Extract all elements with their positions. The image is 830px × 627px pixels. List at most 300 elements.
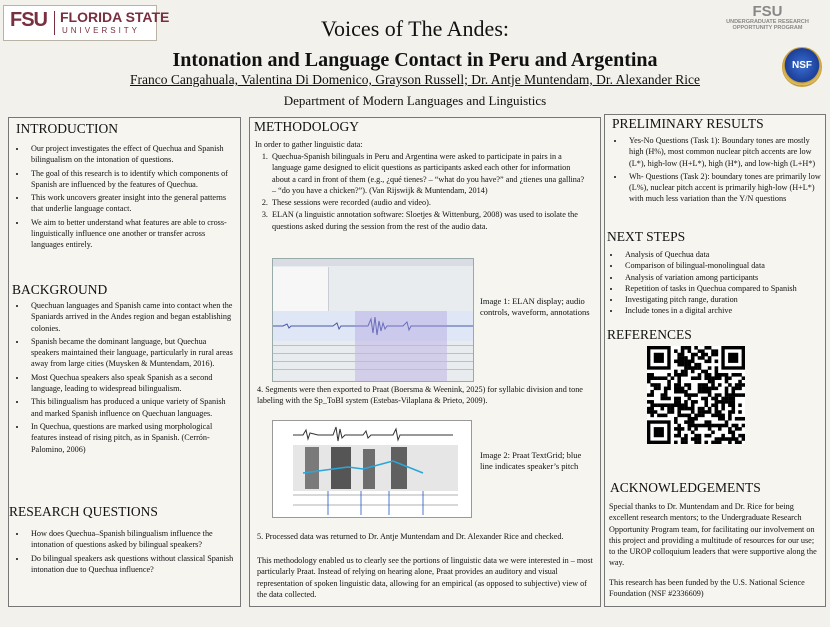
urop-logo-line1: UNDERGRADUATE RESEARCH xyxy=(726,19,809,25)
qr-module xyxy=(681,387,685,391)
qr-module xyxy=(661,403,665,407)
qr-module xyxy=(677,360,681,364)
qr-module xyxy=(742,417,745,421)
qr-module xyxy=(704,360,708,364)
qr-module xyxy=(674,403,678,407)
qr-module xyxy=(667,403,671,407)
qr-module xyxy=(711,380,715,384)
qr-module xyxy=(708,366,712,370)
next-step-bullet: • Repetition of tasks in Quechua compared to Spanish xyxy=(621,283,821,294)
qr-module xyxy=(701,414,705,418)
qr-module xyxy=(711,353,715,357)
next-steps-heading: NEXT STEPS xyxy=(607,229,686,244)
fsu-logo-name: FLORIDA STATE xyxy=(60,9,170,25)
qr-module xyxy=(691,356,695,360)
qr-module xyxy=(694,441,698,444)
qr-module xyxy=(718,437,722,441)
qr-module xyxy=(677,427,681,431)
praat-textgrid-graphic xyxy=(273,421,471,517)
qr-module xyxy=(708,420,712,424)
qr-module xyxy=(674,370,678,374)
qr-module xyxy=(704,390,708,394)
qr-module xyxy=(650,400,654,404)
qr-module xyxy=(654,376,658,380)
qr-module xyxy=(661,376,665,380)
qr-module xyxy=(688,424,692,428)
research-question-bullet: • Do bilingual speakers ask questions without classical Spanish intonation due to Quechua influence? xyxy=(27,553,235,576)
qr-module xyxy=(721,434,725,438)
next-step-bullet: • Analysis of Quechua data xyxy=(621,249,821,260)
qr-module xyxy=(684,441,688,444)
qr-module xyxy=(691,360,695,364)
next-step-bullet: • Investigating pitch range, duration xyxy=(621,294,821,305)
qr-module xyxy=(704,410,708,414)
qr-module xyxy=(688,393,692,397)
qr-module xyxy=(681,390,685,394)
qr-module xyxy=(701,410,705,414)
qr-module xyxy=(701,353,705,357)
qr-module xyxy=(738,417,742,421)
qr-module xyxy=(731,373,735,377)
qr-module xyxy=(718,410,722,414)
qr-module xyxy=(664,376,668,380)
qr-module xyxy=(718,417,722,421)
qr-module xyxy=(708,356,712,360)
qr-module xyxy=(725,437,729,441)
qr-module xyxy=(647,380,651,384)
qr-module xyxy=(698,434,702,438)
qr-module xyxy=(691,376,695,380)
qr-module xyxy=(688,360,692,364)
qr-finder-square xyxy=(654,353,664,363)
qr-module xyxy=(711,424,715,428)
qr-module xyxy=(725,390,729,394)
qr-module xyxy=(715,370,719,374)
qr-module xyxy=(677,373,681,377)
preliminary-results-list xyxy=(611,135,821,207)
qr-module xyxy=(715,437,719,441)
qr-module xyxy=(657,414,661,418)
methodology-step: 3. ELAN (a linguistic annotation software: Sloetjes & Wittenburg, 2008) was used to isolate the questions asked during the session from the rest of the audio data. xyxy=(270,209,588,232)
qr-module xyxy=(701,370,705,374)
qr-module xyxy=(674,441,678,444)
methodology-closing: This methodology enabled us to clearly see the portions of linguistic data we were interested in – most particularly Praat. Instead of relying on hearing alone, Praat provides an auditory and visual representation of spoken linguistic data, allowing for an empirical (as opposed to subjective) view of the data collected. xyxy=(257,556,593,599)
qr-module xyxy=(691,424,695,428)
urop-logo-mark: FSU xyxy=(752,3,783,20)
qr-module xyxy=(728,427,732,431)
qr-module xyxy=(647,410,651,414)
qr-module xyxy=(681,437,685,441)
qr-module xyxy=(708,410,712,414)
qr-code-graphic xyxy=(647,346,745,444)
qr-module xyxy=(735,424,739,428)
qr-module xyxy=(715,400,719,404)
qr-module xyxy=(650,390,654,394)
qr-module xyxy=(694,346,698,350)
qr-module xyxy=(664,397,668,401)
qr-module xyxy=(721,417,725,421)
qr-module xyxy=(718,373,722,377)
qr-module xyxy=(725,420,729,424)
qr-module xyxy=(691,400,695,404)
urop-logo xyxy=(720,5,815,43)
qr-module xyxy=(698,390,702,394)
qr-module xyxy=(725,376,729,380)
qr-module xyxy=(694,427,698,431)
qr-module xyxy=(691,430,695,434)
qr-module xyxy=(698,383,702,387)
qr-module xyxy=(698,366,702,370)
qr-module xyxy=(650,383,654,387)
qr-module xyxy=(674,360,678,364)
methodology-steps xyxy=(255,151,588,233)
qr-module xyxy=(708,434,712,438)
qr-module xyxy=(718,424,722,428)
poster-title-line1: Voices of The Andes: xyxy=(321,16,509,41)
qr-module xyxy=(657,383,661,387)
qr-module xyxy=(661,407,665,411)
qr-module xyxy=(735,373,739,377)
methodology-step: 1. Quechua-Spanish bilinguals in Peru and Argentina were asked to participate in pairs in a language game designed to elicit questions as participants asked each other for information about a card in front of them (e.g., ¿qué tienes? – “what do you have?” and ¿tienes una gallina? – “do you have a chicken?”). (Van Rijswijk & Muntendam, 2014) xyxy=(270,151,588,196)
qr-module xyxy=(677,363,681,367)
qr-module xyxy=(718,376,722,380)
nsf-logo xyxy=(782,47,822,87)
qr-module xyxy=(718,393,722,397)
qr-module xyxy=(715,349,719,353)
background-bullet: • Most Quechua speakers also speak Spanish as a second language, leading to widespread bilingualism. xyxy=(27,372,235,395)
qr-module xyxy=(711,387,715,391)
qr-module xyxy=(681,407,685,411)
qr-module xyxy=(674,417,678,421)
research-question-bullet: • How does Quechua–Spanish bilingualism influence the intonation of questions asked by bilingual speakers? xyxy=(27,528,235,551)
qr-module xyxy=(657,376,661,380)
qr-module xyxy=(704,387,708,391)
qr-module xyxy=(721,400,725,404)
background-bullet: • In Quechua, questions are marked using morphological features instead of rising pitch, as in Spanish. (Cerrón-Palomino, 2006) xyxy=(27,421,235,455)
qr-module xyxy=(681,353,685,357)
qr-module xyxy=(674,400,678,404)
qr-module xyxy=(684,383,688,387)
methodology-step5: 5. Processed data was returned to Dr. Antje Muntendam and Dr. Alexander Rice and checked. xyxy=(257,532,564,541)
qr-module xyxy=(661,393,665,397)
qr-module xyxy=(711,403,715,407)
elan-tier xyxy=(273,369,473,376)
qr-module xyxy=(731,430,735,434)
qr-module xyxy=(688,346,692,350)
qr-module xyxy=(698,410,702,414)
qr-module xyxy=(677,410,681,414)
qr-module xyxy=(715,397,719,401)
qr-module xyxy=(681,360,685,364)
qr-module xyxy=(677,403,681,407)
qr-module xyxy=(742,393,745,397)
qr-module xyxy=(650,403,654,407)
qr-module xyxy=(704,400,708,404)
qr-module xyxy=(698,356,702,360)
qr-module xyxy=(677,400,681,404)
qr-module xyxy=(715,410,719,414)
qr-module xyxy=(708,390,712,394)
qr-module xyxy=(725,424,729,428)
qr-module xyxy=(711,414,715,418)
qr-module xyxy=(742,383,745,387)
fsu-logo-university: UNIVERSITY xyxy=(62,26,141,35)
qr-module xyxy=(684,346,688,350)
qr-module xyxy=(721,397,725,401)
qr-module xyxy=(691,420,695,424)
qr-module xyxy=(691,437,695,441)
qr-module xyxy=(684,400,688,404)
qr-module xyxy=(701,383,705,387)
qr-module xyxy=(708,373,712,377)
qr-module xyxy=(667,410,671,414)
qr-module xyxy=(721,373,725,377)
qr-module xyxy=(694,393,698,397)
qr-module xyxy=(721,424,725,428)
qr-module xyxy=(711,441,715,444)
qr-module xyxy=(731,407,735,411)
qr-module xyxy=(667,373,671,377)
qr-module xyxy=(681,373,685,377)
qr-module xyxy=(694,363,698,367)
qr-module xyxy=(674,434,678,438)
qr-module xyxy=(667,407,671,411)
qr-module xyxy=(694,366,698,370)
poster-title-line2: Intonation and Language Contact in Peru and Argentina xyxy=(172,49,658,71)
qr-module xyxy=(684,360,688,364)
qr-module xyxy=(698,414,702,418)
qr-module xyxy=(684,407,688,411)
qr-module xyxy=(691,403,695,407)
qr-module xyxy=(688,407,692,411)
references-heading: REFERENCES xyxy=(607,327,692,342)
elan-annotation-panel xyxy=(273,267,329,311)
qr-module xyxy=(698,349,702,353)
introduction-bullet: • This work uncovers greater insight into the general patterns that underlie language contact. xyxy=(27,192,235,215)
qr-module xyxy=(715,353,719,357)
qr-module xyxy=(674,420,678,424)
qr-module xyxy=(677,414,681,418)
background-bullet: • Quechuan languages and Spanish came into contact when the Spaniards arrived in the Andes region and began establishing colonies. xyxy=(27,300,235,334)
next-step-bullet: • Include tones in a digital archive xyxy=(621,305,821,316)
qr-module xyxy=(681,403,685,407)
praat-textgrid-image xyxy=(272,420,472,518)
qr-module xyxy=(691,366,695,370)
qr-module xyxy=(708,424,712,428)
background-bullet: • This bilingualism has produced a unique variety of Spanish and marked Spanish influence on Quechuan languages. xyxy=(27,396,235,419)
qr-module xyxy=(681,414,685,418)
qr-module xyxy=(674,390,678,394)
qr-module xyxy=(715,393,719,397)
qr-module xyxy=(708,346,712,350)
qr-module xyxy=(691,353,695,357)
qr-module xyxy=(728,383,732,387)
qr-module xyxy=(694,353,698,357)
qr-module xyxy=(738,427,742,431)
preliminary-result-bullet: • Yes-No Questions (Task 1): Boundary tones are mostly high (H%), most common nuclear pitch accents are low (L*), high-low (H+L*), high (H*), and low-high (L+H*) xyxy=(625,135,821,169)
qr-module xyxy=(684,437,688,441)
qr-module xyxy=(742,434,745,438)
methodology-intro: In order to gather linguistic data: xyxy=(255,140,363,149)
qr-module xyxy=(667,397,671,401)
qr-module xyxy=(711,383,715,387)
qr-module xyxy=(742,376,745,380)
image1-caption: Image 1: ELAN display; audio controls, waveform, annotations xyxy=(480,296,590,317)
qr-module xyxy=(647,373,651,377)
qr-module xyxy=(731,387,735,391)
qr-module xyxy=(684,390,688,394)
qr-module xyxy=(718,400,722,404)
qr-module xyxy=(704,370,708,374)
next-step-bullet: • Comparison of bilingual-monolingual data xyxy=(621,260,821,271)
qr-module xyxy=(738,434,742,438)
qr-module xyxy=(725,387,729,391)
qr-module xyxy=(691,407,695,411)
qr-module xyxy=(684,393,688,397)
qr-module xyxy=(650,407,654,411)
qr-module xyxy=(677,434,681,438)
qr-module xyxy=(731,410,735,414)
qr-module xyxy=(728,376,732,380)
qr-module xyxy=(664,414,668,418)
qr-module xyxy=(735,393,739,397)
qr-module xyxy=(704,383,708,387)
qr-module xyxy=(694,437,698,441)
qr-module xyxy=(715,376,719,380)
qr-module xyxy=(684,434,688,438)
qr-module xyxy=(698,441,702,444)
qr-module xyxy=(718,414,722,418)
qr-module xyxy=(704,346,708,350)
qr-module xyxy=(721,437,725,441)
qr-module xyxy=(711,397,715,401)
qr-module xyxy=(654,410,658,414)
qr-module xyxy=(691,410,695,414)
next-steps-list xyxy=(607,249,821,317)
poster-authors: Franco Cangahuala, Valentina Di Domenico, Grayson Russell; Dr. Antje Muntendam, Dr. Alexander Rice xyxy=(129,72,700,87)
qr-module xyxy=(735,441,739,444)
qr-module xyxy=(715,387,719,391)
qr-module xyxy=(681,349,685,353)
references-qr-code[interactable] xyxy=(647,346,745,444)
qr-module xyxy=(731,390,735,394)
qr-module xyxy=(711,376,715,380)
methodology-heading: METHODOLOGY xyxy=(254,119,359,134)
qr-module xyxy=(728,403,732,407)
introduction-bullet: • Our project investigates the effect of Quechua and Spanish bilingualism on the intonation of questions. xyxy=(27,143,235,166)
qr-module xyxy=(725,380,729,384)
qr-module xyxy=(715,373,719,377)
qr-module xyxy=(738,403,742,407)
qr-module xyxy=(688,420,692,424)
qr-module xyxy=(674,349,678,353)
qr-module xyxy=(677,353,681,357)
qr-module xyxy=(725,393,729,397)
qr-module xyxy=(742,424,745,428)
qr-module xyxy=(735,437,739,441)
qr-module xyxy=(681,441,685,444)
qr-module xyxy=(667,380,671,384)
qr-module xyxy=(647,400,651,404)
methodology-step: 2. These sessions were recorded (audio and video). xyxy=(270,197,588,208)
qr-module xyxy=(704,434,708,438)
qr-module xyxy=(647,393,651,397)
qr-module xyxy=(684,373,688,377)
qr-module xyxy=(684,420,688,424)
qr-module xyxy=(681,427,685,431)
qr-module xyxy=(677,356,681,360)
elan-screenshot-image xyxy=(272,258,474,382)
qr-module xyxy=(735,383,739,387)
qr-module xyxy=(738,380,742,384)
qr-module xyxy=(677,387,681,391)
qr-module xyxy=(694,424,698,428)
qr-module xyxy=(698,407,702,411)
acknowledgements-body: Special thanks to Dr. Muntendam and Dr. Rice for being excellent research mentors; to the Undergraduate Research Opportunity Program team, for facilitating our involvement on this project and providing a multitude of resources for our use; to the UROP colloquium leaders that were supportive along the way. xyxy=(609,502,817,568)
qr-module xyxy=(728,414,732,418)
qr-module xyxy=(674,427,678,431)
qr-module xyxy=(674,373,678,377)
qr-module xyxy=(701,356,705,360)
poster-department: Department of Modern Languages and Linguistics xyxy=(283,93,547,108)
qr-module xyxy=(677,380,681,384)
qr-module xyxy=(708,387,712,391)
qr-module xyxy=(704,441,708,444)
qr-module xyxy=(698,437,702,441)
qr-module xyxy=(738,387,742,391)
qr-module xyxy=(688,427,692,431)
qr-module xyxy=(691,417,695,421)
qr-module xyxy=(725,397,729,401)
qr-module xyxy=(691,393,695,397)
qr-module xyxy=(684,356,688,360)
qr-module xyxy=(694,376,698,380)
qr-module xyxy=(731,434,735,438)
qr-module xyxy=(701,407,705,411)
qr-module xyxy=(698,373,702,377)
qr-module xyxy=(728,400,732,404)
qr-module xyxy=(657,403,661,407)
qr-module xyxy=(698,387,702,391)
qr-module xyxy=(647,376,651,380)
qr-module xyxy=(704,420,708,424)
qr-module xyxy=(674,387,678,391)
qr-module xyxy=(701,387,705,391)
qr-module xyxy=(688,387,692,391)
qr-module xyxy=(711,430,715,434)
qr-module xyxy=(650,414,654,418)
elan-menubar xyxy=(273,259,473,266)
qr-module xyxy=(715,414,719,418)
qr-module xyxy=(677,376,681,380)
qr-module xyxy=(704,376,708,380)
qr-module xyxy=(664,387,668,391)
qr-module xyxy=(654,387,658,391)
qr-module xyxy=(738,373,742,377)
qr-module xyxy=(715,360,719,364)
qr-module xyxy=(728,393,732,397)
qr-module xyxy=(664,403,668,407)
qr-module xyxy=(725,400,729,404)
qr-module xyxy=(650,376,654,380)
elan-tier xyxy=(273,361,473,368)
preliminary-result-bullet: • Wh- Questions (Task 2): boundary tones are primarily low (L%), nuclear pitch accent is primarily high-low (H+L*) with much less variation than the Y/N questions xyxy=(625,171,821,205)
qr-module xyxy=(677,383,681,387)
qr-module xyxy=(650,393,654,397)
preliminary-results-heading: PRELIMINARY RESULTS xyxy=(612,116,764,131)
qr-module xyxy=(681,356,685,360)
qr-module xyxy=(684,414,688,418)
